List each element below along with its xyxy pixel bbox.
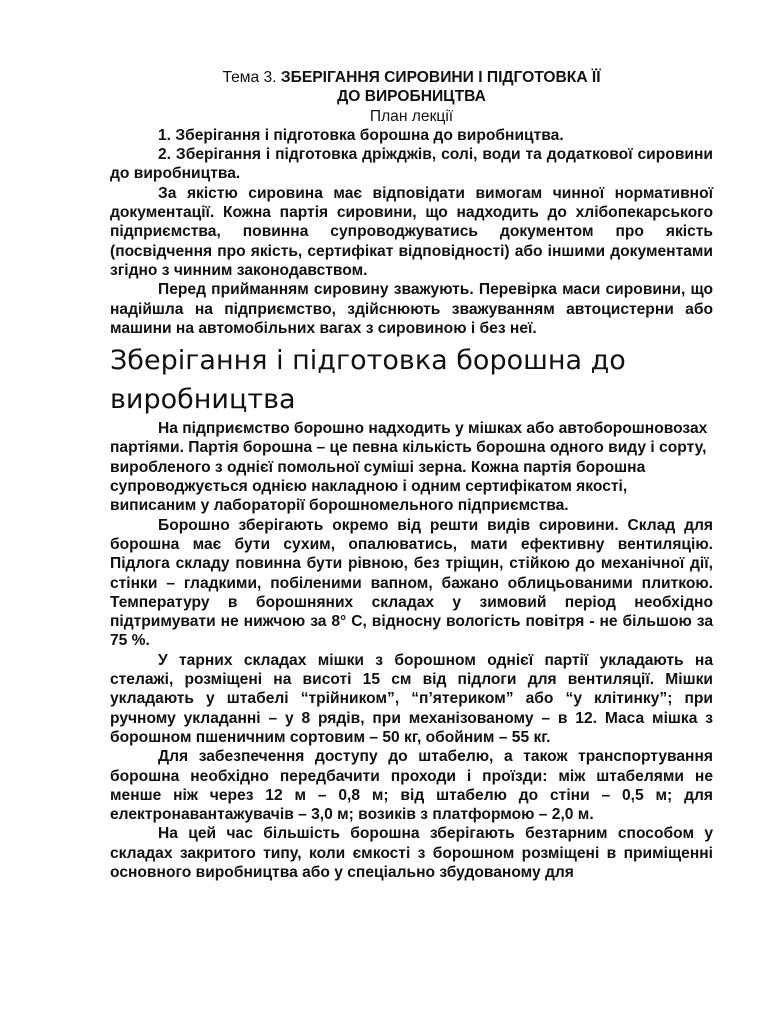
intro-paragraph-2: Перед прийманням сировину зважують. Перевірка маси сировини, що надійшла на підприємство, здійснюють зважуванням автоцистерни або машини на автомобільних вагах з сировиною і без неї.: [110, 281, 713, 337]
section-paragraph-5: На цей час більшість борошна зберігають безтарним способом у складах закритого типу, коли ємкості з борошном розміщені в приміщенні основного виробництва або у спеціально збудованому для: [110, 825, 713, 881]
document-title: [110, 68, 713, 107]
title-prefix: Тема 3.: [222, 69, 281, 86]
section-paragraph-3: У тарних складах мішки з борошном однієї партії укладають на стелажі, розміщені на висоті 15 см від підлоги для вентиляції. Мішки укладають у штабелі “трійником”, “п’ятериком” або “у клітинку”; при ручному укладанні – у 8 рядів, при механізованому – в 12. Маса мішка з борошном пшеничним сортовим – 50 кг, обойним – 55 кг.: [110, 651, 713, 746]
section-paragraph-1: На підприємство борошно надходить у мішках або автоборошновозах партіями. Партія борошна – це певна кількість борошна одного виду і сорту, виробленого з однієї помольної суміші зерна. Кожна партія борошна супроводжується однією накладною і одним сертифікатом якості, виписаним у лабораторії борошномельного підприємства.: [110, 420, 708, 515]
document-page: [110, 68, 713, 882]
title-bold-line2: ДО ВИРОБНИЦТВА: [337, 88, 486, 106]
title-bold-line1: ЗБЕРІГАННЯ СИРОВИНИ І ПІДГОТОВКА ЇЇ: [280, 69, 601, 86]
section-paragraph-4: Для забезпечення доступу до штабелю, а також транспортування борошна необхідно передбачити проходи і проїзди: між штабелями не менше ніж через 12 м – 0,8 м; від штабелю до стіни – 0,5 м; для електронавантажувачів – 3,0 м; возиків з платформою – 2,0 м.: [110, 748, 713, 824]
section-paragraph-2: Борошно зберігають окремо від решти видів сировини. Склад для борошна має бути сухим, опалюватись, мати ефективну вентиляцію. Підлога складу повинна бути рівною, без тріщин, стійкою до механічної дії, стінки – гладкими, побіленими вапном, бажано облицьованими плиткою. Температуру в борошняних складах у зимовий період необхідно підтримувати не нижчою за 8° С, відносну вологість повітря - не більшою за 75 %.: [110, 516, 713, 650]
section-heading: Зберігання і підготовка борошна до виробництва: [110, 345, 626, 416]
plan-heading: План лекції: [369, 107, 454, 125]
plan-item-2: 2. Зберігання і підготовка дріжджів, солі, води та додаткової сировини до виробництва.: [110, 146, 713, 183]
plan-item-1: 1. Зберігання і підготовка борошна до виробництва.: [158, 126, 564, 144]
intro-paragraph-1: За якістю сировина має відповідати вимогам чинної нормативної документації. Кожна партія сировини, що надходить до хлібопекарського підприємства, повинна супроводжуватись документом про якість (посвідчення про якість, сертифікат відповідності) або іншими документами згідно з чинним законодавством.: [110, 184, 713, 279]
